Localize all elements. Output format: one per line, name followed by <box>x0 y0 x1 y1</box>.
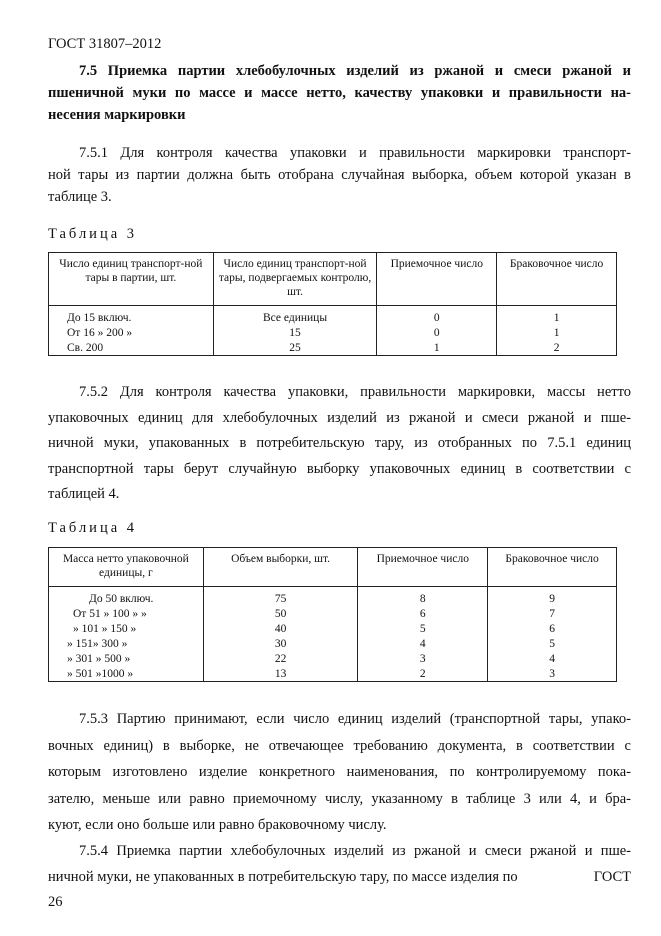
column-header: Масса нетто упаковочной единицы, г <box>49 548 204 587</box>
table-cell: 6 <box>488 621 617 636</box>
table-cell: 1 <box>497 325 617 340</box>
table-cell: » 301 » 500 » <box>49 651 204 666</box>
table-cell: 4 <box>358 636 488 651</box>
table-row <box>49 325 617 340</box>
table-row <box>49 666 617 682</box>
table-cell: Все единицы <box>213 306 377 326</box>
table-cell: 3 <box>358 651 488 666</box>
paragraph-7-5-1 <box>48 142 631 208</box>
table-row <box>49 651 617 666</box>
table-cell: 1 <box>497 306 617 326</box>
table-row <box>49 306 617 326</box>
table-cell: 9 <box>488 587 617 607</box>
standard-number: ГОСТ 31807–2012 <box>48 36 162 52</box>
paragraph-line: 7.5.1 Для контроля качества упаковки и правильности маркировки транспорт- <box>79 145 631 161</box>
table-cell: 0 <box>377 306 497 326</box>
table-cell: » 501 »1000 » <box>49 666 204 682</box>
table-cell: 25 <box>213 340 377 356</box>
table-cell: » 151» 300 » <box>49 636 204 651</box>
table-4 <box>48 547 617 682</box>
paragraph-line: 7.5.2 Для контроля качества упаковки, правильности маркировки, массы нетто <box>79 384 631 400</box>
standard-reference: ГОСТ <box>593 869 631 885</box>
table-row <box>49 340 617 356</box>
paragraph-7-5-2 <box>48 380 631 508</box>
table-cell: 75 <box>203 587 358 607</box>
table-cell: 5 <box>488 636 617 651</box>
table-cell: 0 <box>377 325 497 340</box>
table-row <box>49 587 617 607</box>
table-cell: 4 <box>488 651 617 666</box>
paragraph-line: таблице 3. <box>48 189 112 205</box>
table-cell: 15 <box>213 325 377 340</box>
table-cell: Св. 200 <box>49 340 214 356</box>
column-header: Приемочное число <box>377 253 497 306</box>
paragraph-line: 7.5.3 Партию принимают, если число единиц изделий (транспортной тары, упако- <box>79 711 631 727</box>
table-cell: 1 <box>377 340 497 356</box>
paragraph-line: таблицей 4. <box>48 486 120 502</box>
table-cell: 5 <box>358 621 488 636</box>
column-header: Браковочное число <box>488 548 617 587</box>
paragraph-line: которым изготовлено изделие конкретного наименования, по контролируемому пока- <box>48 764 631 780</box>
table-cell: 2 <box>497 340 617 356</box>
table-cell: От 16 » 200 » <box>49 325 214 340</box>
table-3 <box>48 252 617 356</box>
page-number: 26 <box>48 894 63 910</box>
column-header: Число единиц транспорт-ной тары в партии, шт. <box>49 253 214 306</box>
paragraph-line: упаковочных единиц для хлебобулочных изделий из ржаной и смеси ржаной и пше- <box>48 409 631 426</box>
paragraph-7-5-4 <box>48 838 631 890</box>
column-header: Браковочное число <box>497 253 617 306</box>
table-cell: 40 <box>203 621 358 636</box>
table-cell: 22 <box>203 651 358 666</box>
table-cell: 50 <box>203 606 358 621</box>
table-cell: От 51 » 100 » » <box>49 606 204 621</box>
heading-line: пшеничной муки по массе и массе нетто, качеству упаковки и правильности на- <box>48 85 631 101</box>
heading-line: 7.5 Приемка партии хлебобулочных изделий из ржаной и смеси ржаной и <box>79 63 631 79</box>
paragraph-line: ной тары из партии должна быть отобрана случайная выборка, объем которой указан в <box>48 167 631 183</box>
table-cell: До 15 включ. <box>49 306 214 326</box>
table-3-caption: Таблица 3 <box>48 226 138 242</box>
table-header-row <box>49 548 617 587</box>
table-cell: » 101 » 150 » <box>49 621 204 636</box>
paragraph-line: транспортной тары берут случайную выборку упаковочных единиц в соответствии с <box>48 460 631 477</box>
column-header: Объем выборки, шт. <box>203 548 358 587</box>
table-header-row <box>49 253 617 306</box>
paragraph-line: зателю, меньше или равно приемочному числу, указанному в таблице 3 или 4, и бра- <box>48 790 631 807</box>
table-cell: До 50 включ. <box>49 587 204 607</box>
table-cell: 2 <box>358 666 488 682</box>
table-cell: 6 <box>358 606 488 621</box>
table-row <box>49 621 617 636</box>
paragraph-line <box>48 864 631 890</box>
table-cell: 13 <box>203 666 358 682</box>
table-row <box>49 636 617 651</box>
table-4-caption: Таблица 4 <box>48 520 138 536</box>
paragraph-line: куют, если оно больше или равно браковочному числу. <box>48 817 387 833</box>
table-cell: 30 <box>203 636 358 651</box>
table-cell: 7 <box>488 606 617 621</box>
heading-line: несения маркировки <box>48 107 186 123</box>
paragraph-line: ничной муки, упакованных в потребительскую тару, из отобранных по 7.5.1 единиц <box>48 435 631 451</box>
paragraph-7-5-3 <box>48 706 631 839</box>
section-heading <box>48 60 631 126</box>
table-cell: 8 <box>358 587 488 607</box>
paragraph-line-text: ничной муки, не упакованных в потребительскую тару, по массе изделия по <box>48 869 518 885</box>
column-header: Число единиц транспорт-ной тары, подвергаемых контролю, шт. <box>213 253 377 306</box>
paragraph-line: 7.5.4 Приемка партии хлебобулочных изделий из ржаной и смеси ржаной и пше- <box>79 843 631 859</box>
table-cell: 3 <box>488 666 617 682</box>
column-header: Приемочное число <box>358 548 488 587</box>
paragraph-line: вочных единиц) в выборке, не отвечающее требованию документа, в соответствии с <box>48 737 631 754</box>
table-row <box>49 606 617 621</box>
